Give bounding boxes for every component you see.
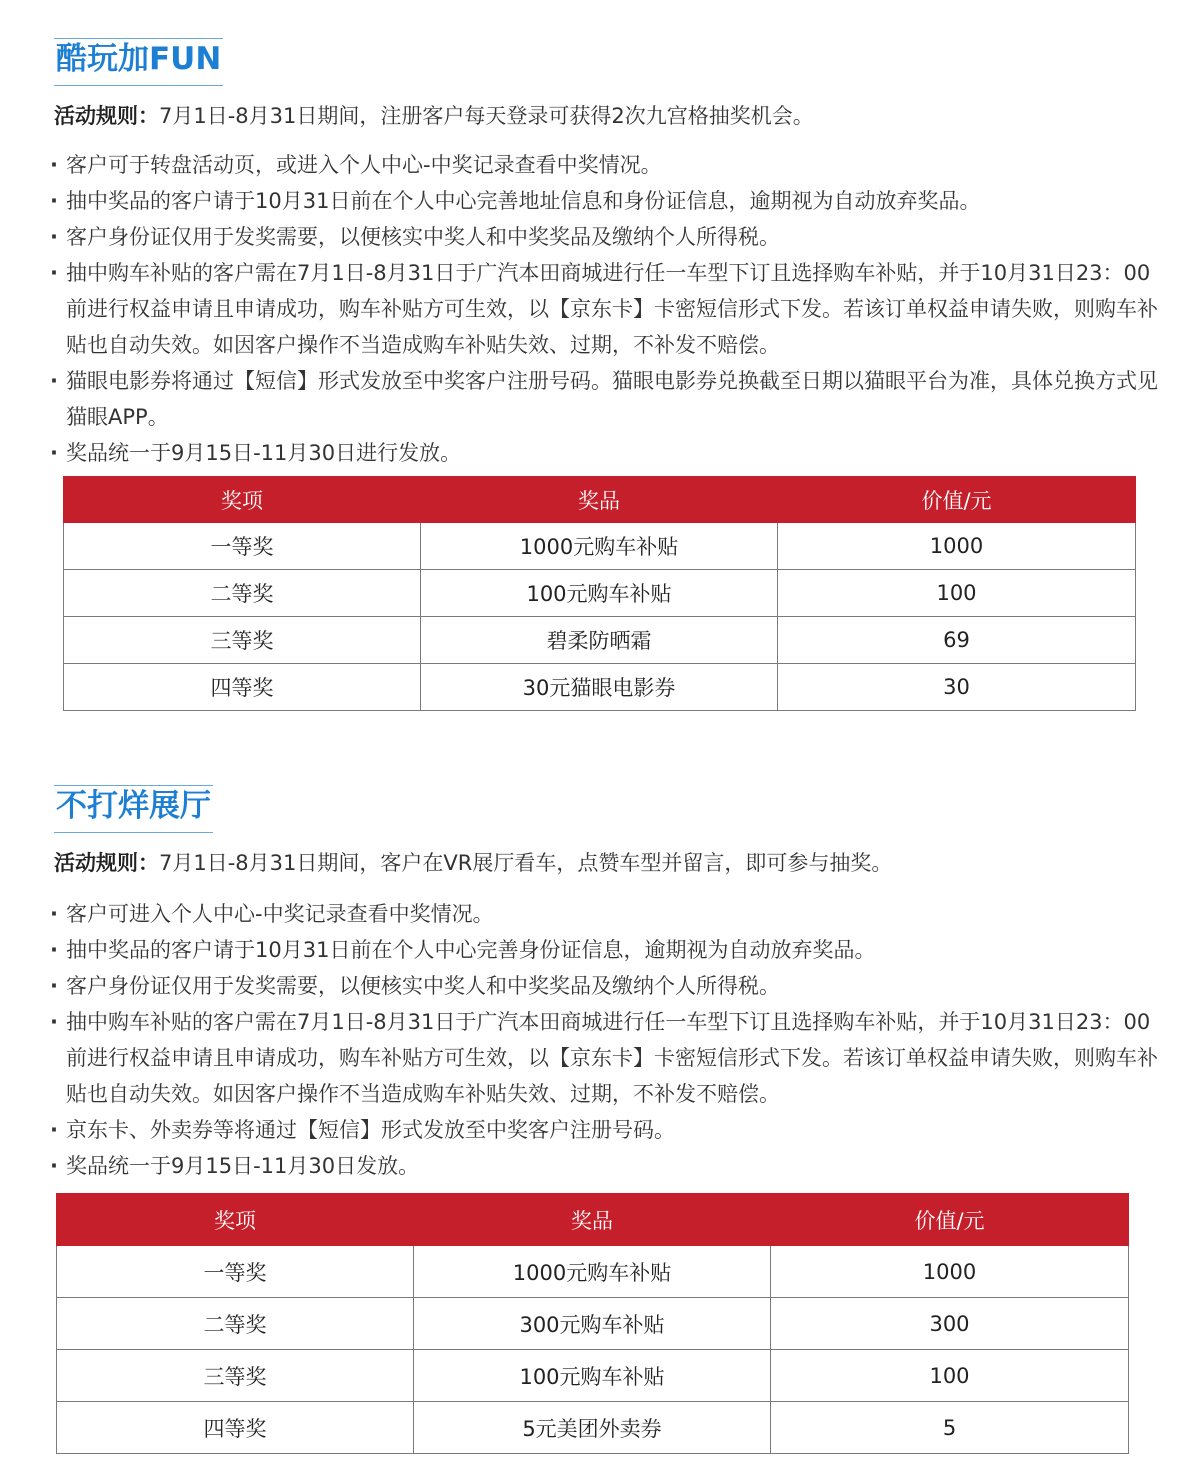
list-item: · 抽中购车补贴的客户需在7月1日-8月31日于广汽本田商城进行任一车型下订且选择购车补贴，并于10月31日23：00前进行权益申请且申请成功，购车补贴方可生效，以【京东卡】卡密短信形式下发。若该订单权益申请失败，则购车补贴也自动失效。如因客户操作不当造成购车补贴失效、过期，不补发不赔偿。 (50, 255, 1160, 363)
header-cell: 奖项 (57, 1194, 414, 1246)
rules-list (50, 147, 1160, 471)
list-item: · 客户可进入个人中心-中奖记录查看中奖情况。 (50, 896, 1160, 932)
table-cell: 30 (778, 664, 1136, 711)
table-cell: 1000元购车补贴 (414, 1246, 771, 1298)
header-cell: 奖品 (414, 1194, 771, 1246)
table-row (57, 1402, 1129, 1454)
header-cell: 奖项 (64, 477, 421, 523)
list-item: · 猫眼电影券将通过【短信】形式发放至中奖客户注册号码。猫眼电影券兑换截至日期以猫眼平台为准，具体兑换方式见猫眼APP。 (50, 363, 1160, 435)
table-row (57, 1298, 1129, 1350)
header-cell: 奖品 (421, 477, 778, 523)
table-cell: 30元猫眼电影券 (421, 664, 778, 711)
rules-list (50, 896, 1160, 1184)
list-item: · 客户身份证仅用于发奖需要，以便核实中奖人和中奖奖品及缴纳个人所得税。 (50, 219, 1160, 255)
table-cell: 1000元购车补贴 (421, 523, 778, 570)
table-cell: 1000 (771, 1246, 1129, 1298)
list-item: · 抽中奖品的客户请于10月31日前在个人中心完善地址信息和身份证信息，逾期视为自动放弃奖品。 (50, 183, 1160, 219)
table-cell: 三等奖 (57, 1350, 414, 1402)
table-cell: 100 (771, 1350, 1129, 1402)
table-header-row (57, 1194, 1129, 1246)
list-item: · 客户身份证仅用于发奖需要，以便核实中奖人和中奖奖品及缴纳个人所得税。 (50, 968, 1160, 1004)
list-item: · 抽中购车补贴的客户需在7月1日-8月31日于广汽本田商城进行任一车型下订且选择购车补贴，并于10月31日23：00前进行权益申请且申请成功，购车补贴方可生效，以【京东卡】卡密短信形式下发。若该订单权益申请失败，则购车补贴也自动失效。如因客户操作不当造成购车补贴失效、过期，不补发不赔偿。 (50, 1004, 1160, 1112)
table-cell: 300元购车补贴 (414, 1298, 771, 1350)
table-cell: 5元美团外卖券 (414, 1402, 771, 1454)
list-item: · 奖品统一于9月15日-11月30日发放。 (50, 1148, 1160, 1184)
table-cell: 一等奖 (57, 1246, 414, 1298)
table-cell: 100元购车补贴 (414, 1350, 771, 1402)
rules-text: 7月1日-8月31日期间，客户在VR展厅看车，点赞车型并留言，即可参与抽奖。 (159, 851, 893, 875)
table-cell: 69 (778, 617, 1136, 664)
activity-rules (54, 849, 892, 877)
prize-table (56, 1193, 1129, 1454)
table-cell: 5 (771, 1402, 1129, 1454)
header-cell: 价值/元 (778, 477, 1136, 523)
header-cell: 价值/元 (771, 1194, 1129, 1246)
section-title: 不打烊展厅 (54, 785, 213, 833)
rules-label: 活动规则： (54, 104, 159, 128)
section-title: 酷玩加FUN (54, 38, 223, 86)
rules-text: 7月1日-8月31日期间，注册客户每天登录可获得2次九宫格抽奖机会。 (159, 104, 814, 128)
table-cell: 二等奖 (57, 1298, 414, 1350)
table-row (57, 1350, 1129, 1402)
table-row (64, 523, 1136, 570)
table-cell: 碧柔防晒霜 (421, 617, 778, 664)
table-cell: 100元购车补贴 (421, 570, 778, 617)
prize-table (63, 476, 1136, 711)
table-cell: 1000 (778, 523, 1136, 570)
table-cell: 四等奖 (64, 664, 421, 711)
table-cell: 100 (778, 570, 1136, 617)
table-cell: 300 (771, 1298, 1129, 1350)
table-cell: 二等奖 (64, 570, 421, 617)
table-cell: 三等奖 (64, 617, 421, 664)
table-cell: 四等奖 (57, 1402, 414, 1454)
table-row (57, 1246, 1129, 1298)
table-row (64, 664, 1136, 711)
list-item: · 京东卡、外卖券等将通过【短信】形式发放至中奖客户注册号码。 (50, 1112, 1160, 1148)
activity-rules (54, 102, 814, 130)
list-item: · 奖品统一于9月15日-11月30日进行发放。 (50, 435, 1160, 471)
rules-label: 活动规则： (54, 851, 159, 875)
table-cell: 一等奖 (64, 523, 421, 570)
table-header-row (64, 477, 1136, 523)
list-item: · 抽中奖品的客户请于10月31日前在个人中心完善身份证信息，逾期视为自动放弃奖品。 (50, 932, 1160, 968)
table-row (64, 617, 1136, 664)
table-row (64, 570, 1136, 617)
list-item: · 客户可于转盘活动页，或进入个人中心-中奖记录查看中奖情况。 (50, 147, 1160, 183)
